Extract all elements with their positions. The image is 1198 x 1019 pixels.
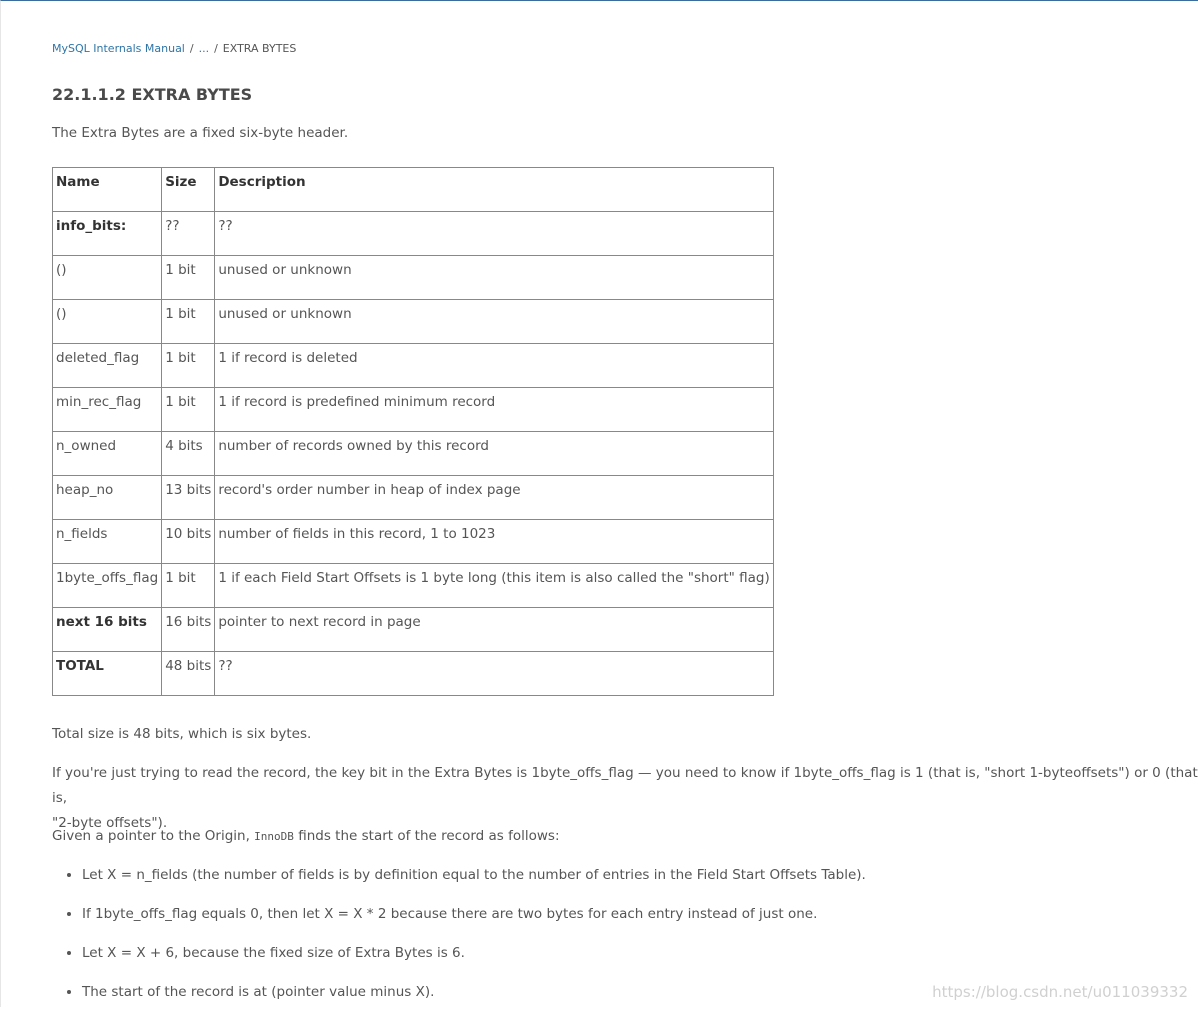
total-paragraph: Total size is 48 bits, which is six bytes. — [52, 726, 312, 742]
cell-name: heap_no — [53, 476, 162, 520]
header-name: Name — [53, 168, 162, 212]
breadcrumb-root-link[interactable]: MySQL Internals Manual — [52, 42, 185, 55]
cell-size: 16 bits — [162, 608, 215, 652]
given-paragraph — [52, 824, 560, 849]
breadcrumb-current: EXTRA BYTES — [222, 42, 297, 55]
table-row — [53, 344, 774, 388]
cell-description: 1 if record is predefined minimum record — [215, 388, 773, 432]
table-row — [53, 564, 774, 608]
breadcrumb-separator: / — [189, 42, 194, 55]
cell-description: 1 if record is deleted — [215, 344, 773, 388]
cell-name: deleted_flag — [53, 344, 162, 388]
cell-description: 1 if each Field Start Offsets is 1 byte long (this item is also called the "short" flag) — [215, 564, 773, 608]
list-item: • If 1byte_offs_flag equals 0, then let X = X * 2 because there are two bytes for each entry instead of just one. — [82, 902, 866, 927]
page-title: 22.1.1.2 EXTRA BYTES — [52, 85, 253, 104]
cell-description: ?? — [215, 212, 773, 256]
cell-name: next 16 bits — [53, 608, 162, 652]
cell-description: record's order number in heap of index page — [215, 476, 773, 520]
breadcrumb-ellipsis-link[interactable]: ... — [198, 42, 210, 55]
steps-list — [52, 863, 866, 1019]
breadcrumb-separator: / — [214, 42, 218, 55]
list-item: • The start of the record is at (pointer value minus X). — [82, 980, 866, 1005]
cell-size: 1 bit — [162, 344, 215, 388]
breadcrumb — [52, 42, 296, 55]
key-bit-line-2: "2-byte offsets"). — [52, 815, 168, 831]
cell-name: () — [53, 256, 162, 300]
cell-size: 1 bit — [162, 564, 215, 608]
cell-name: 1byte_offs_flag — [53, 564, 162, 608]
cell-name: info_bits: — [53, 212, 162, 256]
table-row — [53, 608, 774, 652]
header-description: Description — [215, 168, 773, 212]
table-row — [53, 300, 774, 344]
extra-bytes-table — [52, 167, 774, 696]
table-row — [53, 212, 774, 256]
cell-description: ?? — [215, 652, 773, 696]
cell-description: unused or unknown — [215, 300, 773, 344]
cell-size: 4 bits — [162, 432, 215, 476]
cell-name: () — [53, 300, 162, 344]
table-row — [53, 256, 774, 300]
key-bit-line-1: If you're just trying to read the record, the key bit in the Extra Bytes is 1byte_offs_flag — you need to know if 1byte_offs_flag is 1 (that is, "short 1-byteoffsets") or 0 (that is, — [52, 765, 1198, 806]
cell-size: 1 bit — [162, 300, 215, 344]
cell-description: unused or unknown — [215, 256, 773, 300]
table-row — [53, 476, 774, 520]
cell-size: 48 bits — [162, 652, 215, 696]
list-item: • Let X = X + 6, because the fixed size of Extra Bytes is 6. — [82, 941, 866, 966]
cell-description: number of fields in this record, 1 to 1023 — [215, 520, 773, 564]
cell-size: 1 bit — [162, 388, 215, 432]
cell-description: number of records owned by this record — [215, 432, 773, 476]
table-row — [53, 432, 774, 476]
cell-description: pointer to next record in page — [215, 608, 773, 652]
watermark: https://blog.csdn.net/u011039332 — [932, 983, 1188, 1001]
table-row — [53, 652, 774, 696]
innodb-code: InnoDB — [254, 830, 294, 843]
cell-size: 13 bits — [162, 476, 215, 520]
cell-size: ?? — [162, 212, 215, 256]
table-row — [53, 520, 774, 564]
intro-paragraph: The Extra Bytes are a fixed six-byte header. — [52, 125, 349, 141]
header-size: Size — [162, 168, 215, 212]
list-item: • Let X = n_fields (the number of fields is by definition equal to the number of entries in the Field Start Offsets Table). — [82, 863, 866, 888]
cell-name: n_owned — [53, 432, 162, 476]
cell-size: 10 bits — [162, 520, 215, 564]
cell-name: min_rec_flag — [53, 388, 162, 432]
cell-size: 1 bit — [162, 256, 215, 300]
given-text-end: finds the start of the record as follows: — [293, 828, 560, 844]
cell-name: n_fields — [53, 520, 162, 564]
table-row — [53, 388, 774, 432]
given-text: Given a pointer to the Origin, — [52, 828, 255, 844]
table-header-row — [53, 168, 774, 212]
cell-name: TOTAL — [53, 652, 162, 696]
